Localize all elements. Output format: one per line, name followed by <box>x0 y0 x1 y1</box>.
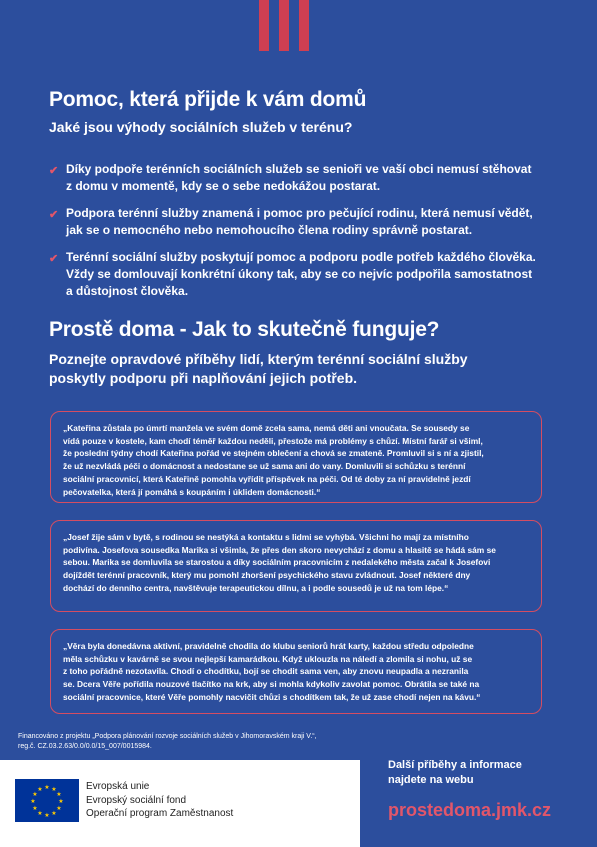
benefit-text: Podpora terénní služby znamená i pomoc pro pečující rodinu, která nemusí vědět, jak se o nemocného nebo nemohoucího člena rodiny správně postarat. <box>66 206 533 237</box>
eu-flag-icon <box>15 779 79 822</box>
svg-text:★: ★ <box>56 791 62 798</box>
benefits-list <box>49 161 549 310</box>
check-icon: ✔ <box>49 253 59 265</box>
decoration-bar <box>299 0 309 51</box>
website-link[interactable]: prostedoma.jmk.cz <box>388 800 552 820</box>
eu-program-text: Evropská unie Evropský sociální fond Operační program Zaměstnanost <box>86 781 234 819</box>
check-icon: ✔ <box>49 165 59 177</box>
svg-text:★: ★ <box>56 805 62 812</box>
svg-text:★: ★ <box>51 786 57 793</box>
decoration-bar <box>259 0 269 51</box>
svg-text:★: ★ <box>32 805 38 812</box>
page-subtitle: Jaké jsou výhody sociálních služeb v terénu? <box>49 119 353 135</box>
svg-text:★: ★ <box>32 791 38 798</box>
section-subtitle: Poznejte opravdové příběhy lidí, kterým terénní sociální služby poskytly podporu při naplňování jejich potřeb. <box>49 351 468 386</box>
benefit-item <box>49 161 549 195</box>
benefit-text: Díky podpoře terénních sociálních služeb se senioři ve vaší obci nemusí stěhovat z domu v momentě, kdy se o sebe nedokážou postarat. <box>66 162 532 193</box>
svg-text:★: ★ <box>51 810 57 817</box>
check-icon: ✔ <box>49 209 59 221</box>
svg-text:★: ★ <box>30 798 36 805</box>
benefit-item <box>49 205 549 239</box>
benefit-text: Terénní sociální služby poskytují pomoc a podporu podle potřeb každého člověka. Vždy se domlouvají konkrétní úkony tak, aby se co nejvíc podpořila samostatnost a důstojnost člověka. <box>66 250 536 298</box>
svg-text:★: ★ <box>37 786 43 793</box>
header-decoration-bars <box>259 0 309 51</box>
svg-text:★: ★ <box>44 784 50 791</box>
story-box: „Věra byla donedávna aktivní, pravidelně chodila do klubu seniorů hrát karty, každou středu odpoledne měla schůzku v kavárně se svou nejlepší kamarádkou. Když uklouzla na náledí a zlomila si nohu, už se z toho pořádně nezotavila. Chodí o chodítku, bojí se chodit sama ven, aby znovu neupadla a nezranila se. Dcera Věře pořídila nouzové tlačítko na krk, aby si mohla kdykoliv zavolat pomoc. Obrátila se také na sociální pracovnice, které Věře pomohly nacvičit chůzi s chodítkem tak, že už zase chodí nejen na kávu.“ <box>50 629 542 714</box>
funding-note: Financováno z projektu „Podpora plánování rozvoje sociálních služeb v Jihomoravském kraji V.“, reg.č. CZ.03.2.63/0.0/0.0/15_007/0015984. <box>18 733 317 750</box>
decoration-bar <box>279 0 289 51</box>
section-title: Prostě doma - Jak to skutečně funguje? <box>49 318 440 341</box>
svg-text:★: ★ <box>58 798 64 805</box>
benefit-item <box>49 249 549 300</box>
more-info-text: Další příběhy a informace najdete na webu <box>388 759 522 786</box>
svg-text:★: ★ <box>44 812 50 819</box>
story-box: „Kateřina zůstala po úmrtí manžela ve svém domě zcela sama, nemá děti ani vnoučata. Se sousedy se vídá pouze v kostele, kam chodí téměř každou neděli, přestože má problémy s chůzí. Místní farář si všiml, že poslední týdny chodí Kateřina pořád ve stejném oblečení a chová se zmateně. Promluvil si s ní a zjistil, že už nezvládá péči o domácnost a nedostane se už sama ani do vany. Domluvili si schůzku s terénní sociální pracovnicí, která Kateřině pomohla vyřídit příspěvek na péči. Od té doby za ní pravidelně jezdí pečovatelka, která jí pomáhá s koupáním i úklidem domácnosti.“ <box>50 411 542 503</box>
story-box: „Josef žije sám v bytě, s rodinou se nestýká a kontaktu s lidmi se vyhýbá. Všichni ho mají za místního podivína. Josefova sousedka Marika si všimla, že přes den skoro nevychází z domu a hlasitě se hádá sám se sebou. Marika se domluvila se starostou a díky sociálním pracovnicím z nedalekého města začal k Josefovi dojíždět terénní pracovník, který mu pomohl zhoršení psychického stavu zvládnout. Josef některé dny dochází do denního centra, navštěvuje terapeutickou dílnu, a i podle sousedů je už na tom lépe.“ <box>50 520 542 612</box>
svg-text:★: ★ <box>37 810 43 817</box>
page-title: Pomoc, která přijde k vám domů <box>49 88 367 111</box>
